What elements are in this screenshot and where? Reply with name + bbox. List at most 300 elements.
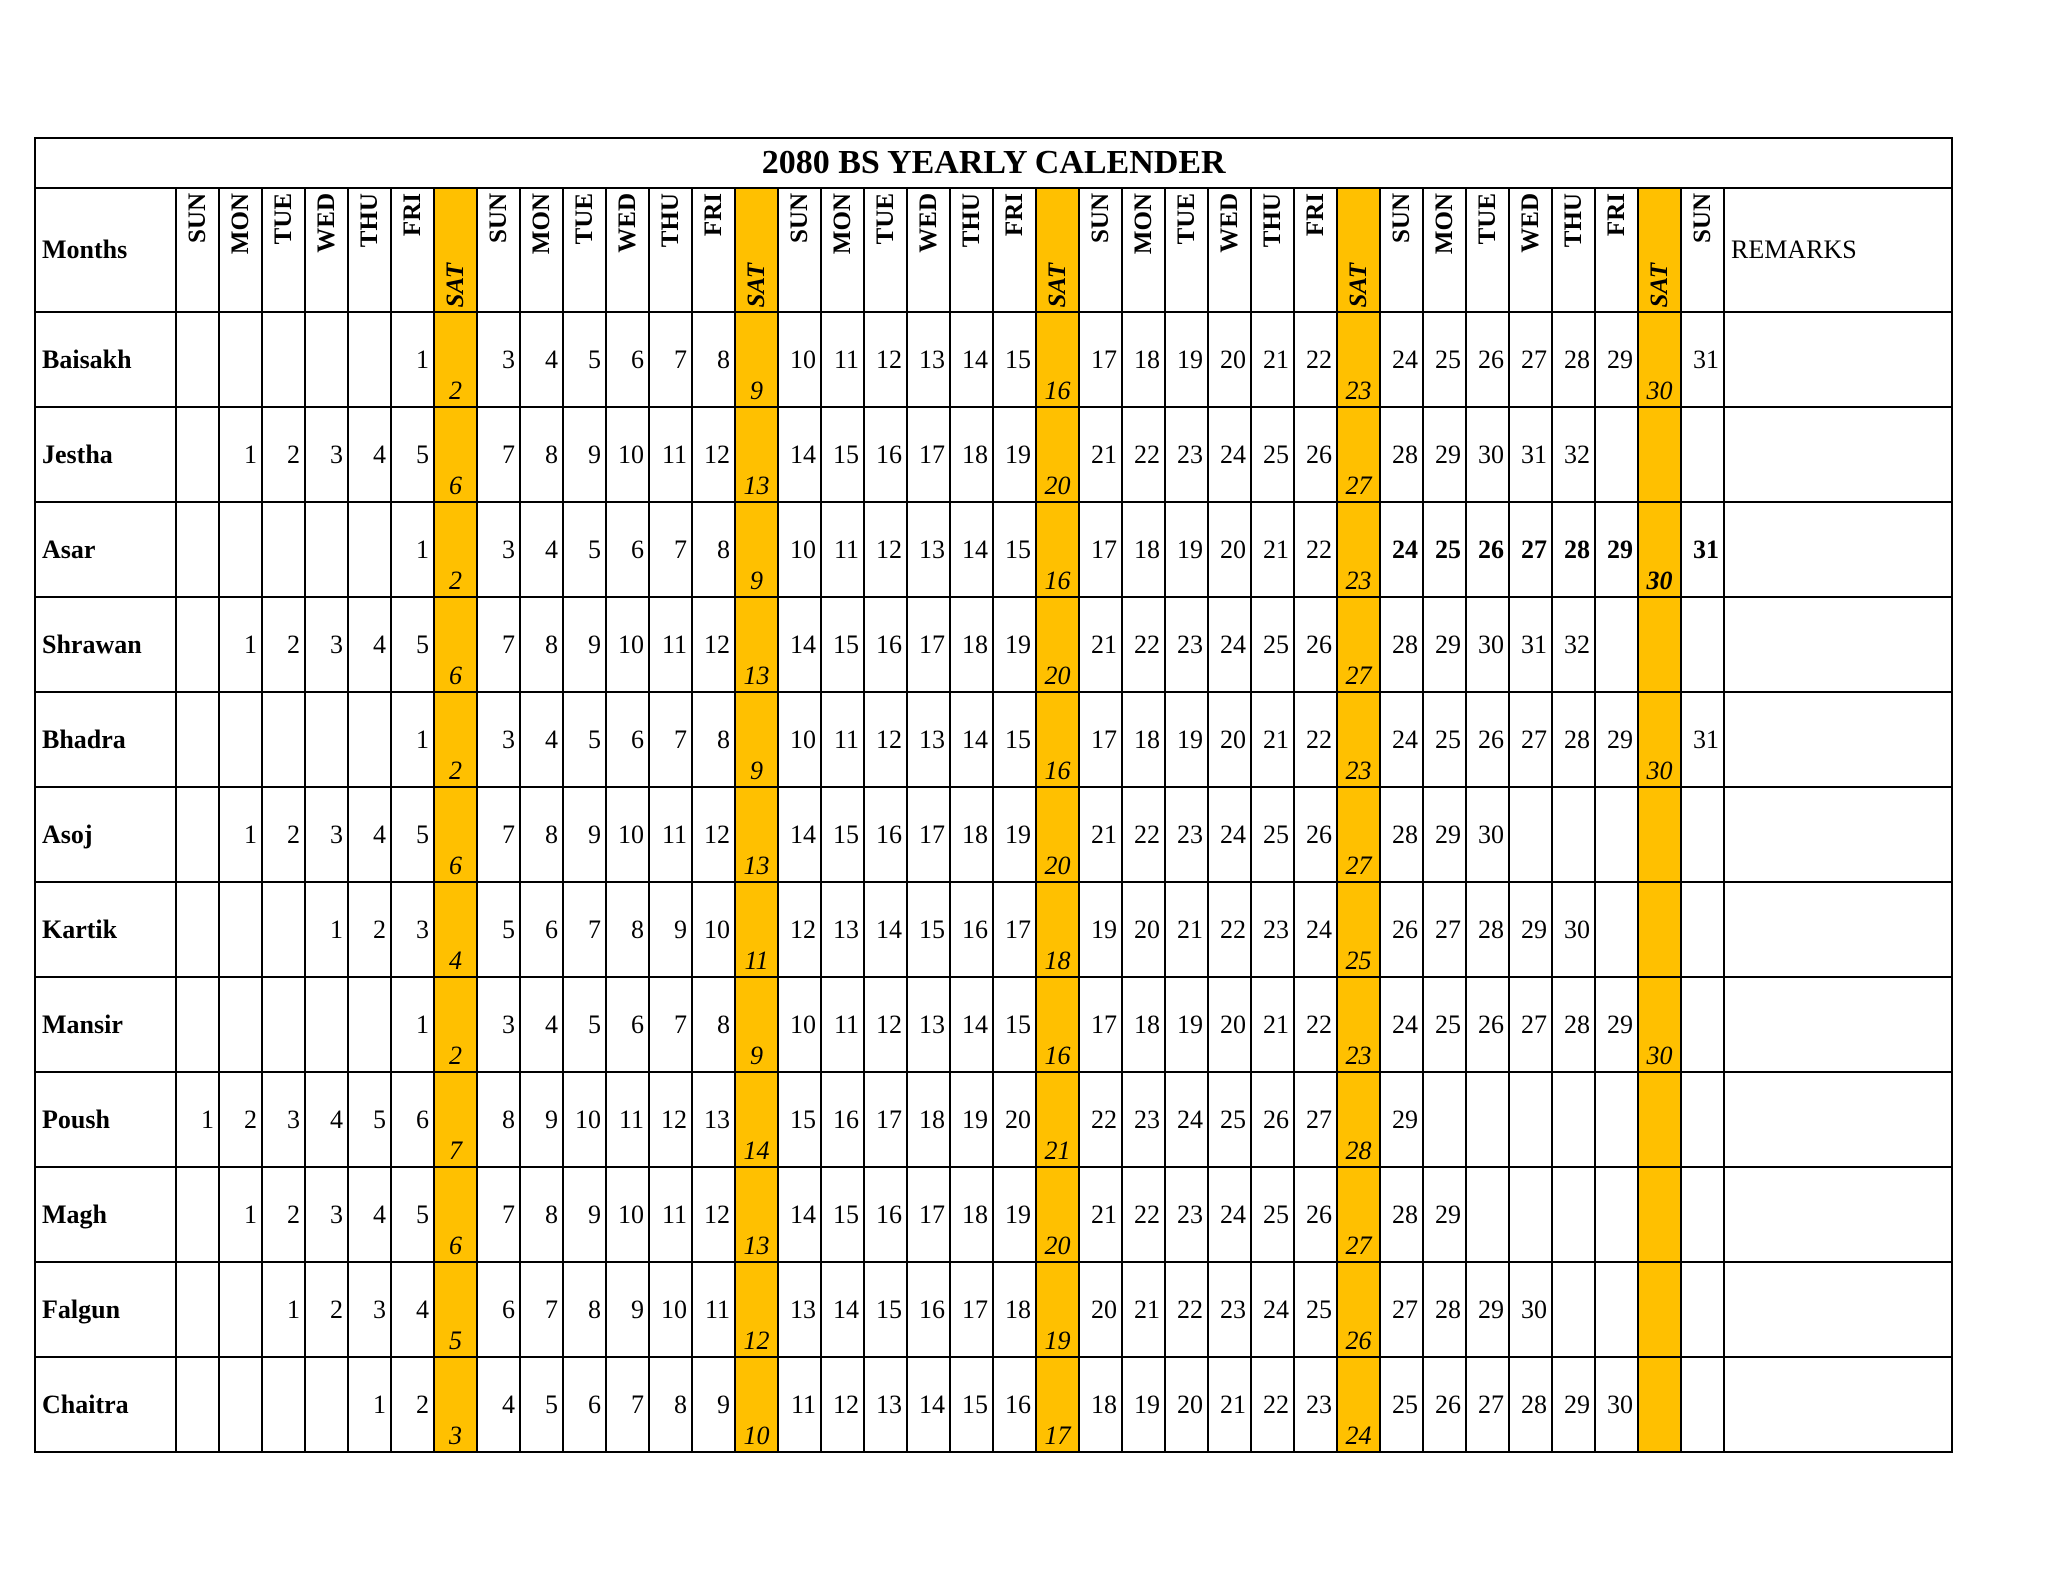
- day-cell[interactable]: 29: [1466, 1262, 1509, 1357]
- day-cell[interactable]: 17: [1079, 692, 1122, 787]
- day-cell[interactable]: [1638, 407, 1681, 502]
- day-cell[interactable]: 10: [778, 692, 821, 787]
- day-cell[interactable]: 11: [821, 692, 864, 787]
- day-cell[interactable]: 18: [950, 1167, 993, 1262]
- day-cell[interactable]: 12: [864, 312, 907, 407]
- day-cell[interactable]: 19: [993, 407, 1036, 502]
- day-cell[interactable]: 13: [907, 692, 950, 787]
- day-cell[interactable]: 19: [1165, 502, 1208, 597]
- day-cell[interactable]: [1552, 1262, 1595, 1357]
- day-cell[interactable]: [176, 1357, 219, 1452]
- day-cell[interactable]: 2: [348, 882, 391, 977]
- day-cell[interactable]: 30: [1595, 1357, 1638, 1452]
- day-cell[interactable]: 21: [1122, 1262, 1165, 1357]
- day-cell[interactable]: 6: [434, 597, 477, 692]
- day-cell[interactable]: 30: [1638, 502, 1681, 597]
- day-cell[interactable]: 17: [907, 407, 950, 502]
- day-cell[interactable]: 18: [950, 597, 993, 692]
- day-cell[interactable]: 18: [1122, 692, 1165, 787]
- day-cell[interactable]: 19: [1036, 1262, 1079, 1357]
- day-cell[interactable]: 28: [1552, 692, 1595, 787]
- day-cell[interactable]: 30: [1466, 407, 1509, 502]
- day-cell[interactable]: 26: [1466, 312, 1509, 407]
- remarks-cell[interactable]: [1724, 787, 1952, 882]
- day-cell[interactable]: 14: [950, 977, 993, 1072]
- day-cell[interactable]: 16: [907, 1262, 950, 1357]
- day-cell[interactable]: 27: [1509, 312, 1552, 407]
- day-cell[interactable]: 1: [219, 787, 262, 882]
- day-cell[interactable]: [1509, 1072, 1552, 1167]
- day-cell[interactable]: 12: [692, 1167, 735, 1262]
- day-cell[interactable]: 31: [1681, 692, 1724, 787]
- day-cell[interactable]: 22: [1251, 1357, 1294, 1452]
- day-cell[interactable]: [262, 1357, 305, 1452]
- day-cell[interactable]: 8: [606, 882, 649, 977]
- day-cell[interactable]: 17: [1079, 977, 1122, 1072]
- day-cell[interactable]: 27: [1466, 1357, 1509, 1452]
- day-cell[interactable]: 21: [1251, 977, 1294, 1072]
- day-cell[interactable]: 10: [606, 407, 649, 502]
- day-cell[interactable]: 7: [520, 1262, 563, 1357]
- day-cell[interactable]: [176, 1167, 219, 1262]
- day-cell[interactable]: 7: [477, 597, 520, 692]
- day-cell[interactable]: 19: [1079, 882, 1122, 977]
- day-cell[interactable]: 21: [1079, 597, 1122, 692]
- day-cell[interactable]: [1681, 787, 1724, 882]
- day-cell[interactable]: 21: [1208, 1357, 1251, 1452]
- day-cell[interactable]: 29: [1380, 1072, 1423, 1167]
- day-cell[interactable]: 8: [692, 977, 735, 1072]
- day-cell[interactable]: 7: [649, 312, 692, 407]
- day-cell[interactable]: [1552, 1072, 1595, 1167]
- day-cell[interactable]: [176, 407, 219, 502]
- day-cell[interactable]: [348, 312, 391, 407]
- day-cell[interactable]: 25: [1251, 597, 1294, 692]
- day-cell[interactable]: 8: [520, 1167, 563, 1262]
- day-cell[interactable]: 15: [993, 977, 1036, 1072]
- day-cell[interactable]: [219, 882, 262, 977]
- day-cell[interactable]: 13: [692, 1072, 735, 1167]
- day-cell[interactable]: 12: [692, 597, 735, 692]
- day-cell[interactable]: 14: [778, 597, 821, 692]
- day-cell[interactable]: [176, 692, 219, 787]
- day-cell[interactable]: 13: [735, 597, 778, 692]
- day-cell[interactable]: 9: [563, 407, 606, 502]
- day-cell[interactable]: 5: [391, 1167, 434, 1262]
- day-cell[interactable]: 12: [821, 1357, 864, 1452]
- day-cell[interactable]: [1638, 787, 1681, 882]
- day-cell[interactable]: 29: [1552, 1357, 1595, 1452]
- day-cell[interactable]: 18: [1122, 312, 1165, 407]
- day-cell[interactable]: 8: [563, 1262, 606, 1357]
- day-cell[interactable]: 24: [1294, 882, 1337, 977]
- day-cell[interactable]: 3: [348, 1262, 391, 1357]
- day-cell[interactable]: 24: [1380, 692, 1423, 787]
- day-cell[interactable]: 6: [391, 1072, 434, 1167]
- day-cell[interactable]: 23: [1165, 597, 1208, 692]
- day-cell[interactable]: [1681, 977, 1724, 1072]
- day-cell[interactable]: 1: [219, 1167, 262, 1262]
- day-cell[interactable]: 10: [606, 597, 649, 692]
- day-cell[interactable]: 23: [1337, 692, 1380, 787]
- day-cell[interactable]: 25: [1251, 407, 1294, 502]
- day-cell[interactable]: 26: [1294, 787, 1337, 882]
- day-cell[interactable]: 19: [993, 787, 1036, 882]
- day-cell[interactable]: 6: [606, 692, 649, 787]
- day-cell[interactable]: 11: [735, 882, 778, 977]
- day-cell[interactable]: 29: [1509, 882, 1552, 977]
- day-cell[interactable]: 5: [391, 597, 434, 692]
- day-cell[interactable]: 22: [1122, 787, 1165, 882]
- day-cell[interactable]: 30: [1638, 312, 1681, 407]
- day-cell[interactable]: 17: [1036, 1357, 1079, 1452]
- day-cell[interactable]: [1595, 597, 1638, 692]
- day-cell[interactable]: 31: [1681, 502, 1724, 597]
- day-cell[interactable]: 16: [864, 597, 907, 692]
- day-cell[interactable]: 24: [1251, 1262, 1294, 1357]
- day-cell[interactable]: 2: [262, 1167, 305, 1262]
- day-cell[interactable]: 21: [1165, 882, 1208, 977]
- day-cell[interactable]: 8: [692, 502, 735, 597]
- remarks-cell[interactable]: [1724, 882, 1952, 977]
- day-cell[interactable]: 10: [606, 1167, 649, 1262]
- remarks-cell[interactable]: [1724, 1262, 1952, 1357]
- day-cell[interactable]: 9: [563, 1167, 606, 1262]
- day-cell[interactable]: 4: [391, 1262, 434, 1357]
- day-cell[interactable]: 16: [1036, 692, 1079, 787]
- day-cell[interactable]: 30: [1466, 787, 1509, 882]
- day-cell[interactable]: 13: [907, 977, 950, 1072]
- day-cell[interactable]: 21: [1079, 787, 1122, 882]
- day-cell[interactable]: 1: [262, 1262, 305, 1357]
- day-cell[interactable]: [262, 882, 305, 977]
- day-cell[interactable]: 23: [1337, 502, 1380, 597]
- day-cell[interactable]: 14: [778, 407, 821, 502]
- day-cell[interactable]: 13: [735, 1167, 778, 1262]
- day-cell[interactable]: 23: [1165, 1167, 1208, 1262]
- day-cell[interactable]: 23: [1294, 1357, 1337, 1452]
- day-cell[interactable]: 24: [1165, 1072, 1208, 1167]
- day-cell[interactable]: 22: [1294, 977, 1337, 1072]
- day-cell[interactable]: 15: [907, 882, 950, 977]
- day-cell[interactable]: 16: [950, 882, 993, 977]
- day-cell[interactable]: [1466, 1072, 1509, 1167]
- day-cell[interactable]: 27: [1380, 1262, 1423, 1357]
- remarks-cell[interactable]: [1724, 977, 1952, 1072]
- day-cell[interactable]: 27: [1509, 502, 1552, 597]
- day-cell[interactable]: 25: [1423, 312, 1466, 407]
- day-cell[interactable]: 27: [1337, 407, 1380, 502]
- day-cell[interactable]: 14: [950, 312, 993, 407]
- day-cell[interactable]: 5: [391, 407, 434, 502]
- day-cell[interactable]: 5: [434, 1262, 477, 1357]
- day-cell[interactable]: 12: [692, 787, 735, 882]
- day-cell[interactable]: 18: [993, 1262, 1036, 1357]
- day-cell[interactable]: 8: [649, 1357, 692, 1452]
- day-cell[interactable]: 12: [649, 1072, 692, 1167]
- day-cell[interactable]: 5: [520, 1357, 563, 1452]
- day-cell[interactable]: 27: [1509, 977, 1552, 1072]
- day-cell[interactable]: 26: [1380, 882, 1423, 977]
- day-cell[interactable]: 5: [563, 312, 606, 407]
- day-cell[interactable]: 1: [219, 597, 262, 692]
- day-cell[interactable]: [219, 1357, 262, 1452]
- day-cell[interactable]: 14: [735, 1072, 778, 1167]
- day-cell[interactable]: [305, 977, 348, 1072]
- day-cell[interactable]: [176, 882, 219, 977]
- day-cell[interactable]: 18: [1122, 502, 1165, 597]
- day-cell[interactable]: 6: [563, 1357, 606, 1452]
- day-cell[interactable]: 28: [1552, 977, 1595, 1072]
- day-cell[interactable]: 28: [1380, 597, 1423, 692]
- day-cell[interactable]: 4: [520, 977, 563, 1072]
- day-cell[interactable]: 28: [1466, 882, 1509, 977]
- day-cell[interactable]: 20: [1208, 977, 1251, 1072]
- day-cell[interactable]: 26: [1466, 977, 1509, 1072]
- day-cell[interactable]: 3: [305, 1167, 348, 1262]
- day-cell[interactable]: 30: [1638, 977, 1681, 1072]
- remarks-cell[interactable]: [1724, 1072, 1952, 1167]
- day-cell[interactable]: 10: [778, 977, 821, 1072]
- day-cell[interactable]: 11: [821, 312, 864, 407]
- day-cell[interactable]: [348, 502, 391, 597]
- day-cell[interactable]: [1595, 1072, 1638, 1167]
- day-cell[interactable]: 3: [434, 1357, 477, 1452]
- day-cell[interactable]: 20: [993, 1072, 1036, 1167]
- day-cell[interactable]: 29: [1595, 312, 1638, 407]
- day-cell[interactable]: 5: [563, 977, 606, 1072]
- day-cell[interactable]: 24: [1208, 407, 1251, 502]
- day-cell[interactable]: [1681, 1072, 1724, 1167]
- day-cell[interactable]: 30: [1509, 1262, 1552, 1357]
- day-cell[interactable]: 6: [606, 977, 649, 1072]
- day-cell[interactable]: 7: [477, 407, 520, 502]
- day-cell[interactable]: [262, 502, 305, 597]
- day-cell[interactable]: [262, 312, 305, 407]
- day-cell[interactable]: 22: [1122, 407, 1165, 502]
- day-cell[interactable]: 5: [348, 1072, 391, 1167]
- day-cell[interactable]: 4: [348, 407, 391, 502]
- day-cell[interactable]: 6: [434, 787, 477, 882]
- day-cell[interactable]: 1: [391, 977, 434, 1072]
- day-cell[interactable]: 28: [1380, 787, 1423, 882]
- day-cell[interactable]: [219, 1262, 262, 1357]
- day-cell[interactable]: 29: [1595, 502, 1638, 597]
- day-cell[interactable]: 15: [821, 787, 864, 882]
- remarks-cell[interactable]: [1724, 502, 1952, 597]
- day-cell[interactable]: 3: [477, 312, 520, 407]
- day-cell[interactable]: [219, 502, 262, 597]
- day-cell[interactable]: 31: [1509, 407, 1552, 502]
- day-cell[interactable]: 11: [692, 1262, 735, 1357]
- day-cell[interactable]: 15: [821, 1167, 864, 1262]
- day-cell[interactable]: 6: [434, 1167, 477, 1262]
- day-cell[interactable]: 7: [477, 787, 520, 882]
- day-cell[interactable]: 3: [262, 1072, 305, 1167]
- day-cell[interactable]: 7: [434, 1072, 477, 1167]
- day-cell[interactable]: 28: [1380, 1167, 1423, 1262]
- day-cell[interactable]: 5: [391, 787, 434, 882]
- day-cell[interactable]: 9: [735, 312, 778, 407]
- day-cell[interactable]: 8: [520, 407, 563, 502]
- day-cell[interactable]: 20: [1208, 502, 1251, 597]
- day-cell[interactable]: 29: [1595, 692, 1638, 787]
- day-cell[interactable]: 29: [1423, 407, 1466, 502]
- day-cell[interactable]: [176, 1262, 219, 1357]
- day-cell[interactable]: [1638, 597, 1681, 692]
- day-cell[interactable]: 22: [1079, 1072, 1122, 1167]
- day-cell[interactable]: 10: [606, 787, 649, 882]
- day-cell[interactable]: 11: [649, 787, 692, 882]
- day-cell[interactable]: 22: [1122, 1167, 1165, 1262]
- day-cell[interactable]: 17: [907, 787, 950, 882]
- day-cell[interactable]: 27: [1423, 882, 1466, 977]
- day-cell[interactable]: 14: [907, 1357, 950, 1452]
- day-cell[interactable]: 26: [1294, 407, 1337, 502]
- day-cell[interactable]: 11: [649, 1167, 692, 1262]
- day-cell[interactable]: 8: [692, 312, 735, 407]
- day-cell[interactable]: 2: [434, 312, 477, 407]
- day-cell[interactable]: 11: [821, 502, 864, 597]
- day-cell[interactable]: 25: [1251, 787, 1294, 882]
- day-cell[interactable]: 27: [1337, 1167, 1380, 1262]
- day-cell[interactable]: 17: [993, 882, 1036, 977]
- day-cell[interactable]: 20: [1079, 1262, 1122, 1357]
- day-cell[interactable]: 4: [520, 692, 563, 787]
- day-cell[interactable]: 32: [1552, 597, 1595, 692]
- day-cell[interactable]: 10: [649, 1262, 692, 1357]
- day-cell[interactable]: 2: [219, 1072, 262, 1167]
- day-cell[interactable]: 13: [778, 1262, 821, 1357]
- day-cell[interactable]: 6: [520, 882, 563, 977]
- day-cell[interactable]: 24: [1337, 1357, 1380, 1452]
- day-cell[interactable]: 12: [692, 407, 735, 502]
- day-cell[interactable]: [176, 312, 219, 407]
- day-cell[interactable]: 25: [1423, 977, 1466, 1072]
- day-cell[interactable]: 24: [1208, 597, 1251, 692]
- day-cell[interactable]: 4: [520, 502, 563, 597]
- day-cell[interactable]: [1681, 882, 1724, 977]
- day-cell[interactable]: 10: [735, 1357, 778, 1452]
- day-cell[interactable]: [219, 312, 262, 407]
- day-cell[interactable]: [305, 312, 348, 407]
- day-cell[interactable]: 21: [1251, 502, 1294, 597]
- remarks-cell[interactable]: [1724, 1357, 1952, 1452]
- day-cell[interactable]: 3: [477, 502, 520, 597]
- day-cell[interactable]: 16: [1036, 312, 1079, 407]
- day-cell[interactable]: 26: [1466, 502, 1509, 597]
- day-cell[interactable]: 20: [1165, 1357, 1208, 1452]
- day-cell[interactable]: 30: [1552, 882, 1595, 977]
- day-cell[interactable]: 28: [1337, 1072, 1380, 1167]
- day-cell[interactable]: [1423, 1072, 1466, 1167]
- day-cell[interactable]: 23: [1251, 882, 1294, 977]
- day-cell[interactable]: 18: [1036, 882, 1079, 977]
- day-cell[interactable]: [1552, 1167, 1595, 1262]
- day-cell[interactable]: 10: [563, 1072, 606, 1167]
- remarks-cell[interactable]: [1724, 692, 1952, 787]
- day-cell[interactable]: 3: [305, 407, 348, 502]
- day-cell[interactable]: 16: [993, 1357, 1036, 1452]
- day-cell[interactable]: 7: [649, 692, 692, 787]
- day-cell[interactable]: 26: [1337, 1262, 1380, 1357]
- day-cell[interactable]: [176, 597, 219, 692]
- day-cell[interactable]: 28: [1423, 1262, 1466, 1357]
- day-cell[interactable]: 24: [1380, 502, 1423, 597]
- day-cell[interactable]: 24: [1380, 977, 1423, 1072]
- day-cell[interactable]: 11: [606, 1072, 649, 1167]
- day-cell[interactable]: 9: [563, 787, 606, 882]
- day-cell[interactable]: 19: [1165, 692, 1208, 787]
- day-cell[interactable]: 23: [1208, 1262, 1251, 1357]
- day-cell[interactable]: 2: [391, 1357, 434, 1452]
- day-cell[interactable]: 23: [1165, 787, 1208, 882]
- day-cell[interactable]: 29: [1423, 597, 1466, 692]
- day-cell[interactable]: 10: [778, 312, 821, 407]
- day-cell[interactable]: [1595, 882, 1638, 977]
- day-cell[interactable]: 27: [1337, 787, 1380, 882]
- day-cell[interactable]: 29: [1423, 787, 1466, 882]
- day-cell[interactable]: 9: [520, 1072, 563, 1167]
- day-cell[interactable]: 21: [1079, 407, 1122, 502]
- day-cell[interactable]: 7: [649, 977, 692, 1072]
- day-cell[interactable]: 6: [434, 407, 477, 502]
- day-cell[interactable]: 26: [1466, 692, 1509, 787]
- day-cell[interactable]: [305, 1357, 348, 1452]
- day-cell[interactable]: 5: [563, 502, 606, 597]
- day-cell[interactable]: 12: [864, 502, 907, 597]
- day-cell[interactable]: 28: [1552, 502, 1595, 597]
- day-cell[interactable]: 18: [1079, 1357, 1122, 1452]
- day-cell[interactable]: 25: [1208, 1072, 1251, 1167]
- day-cell[interactable]: 21: [1251, 312, 1294, 407]
- remarks-cell[interactable]: [1724, 1167, 1952, 1262]
- day-cell[interactable]: [1638, 1262, 1681, 1357]
- day-cell[interactable]: 19: [993, 597, 1036, 692]
- day-cell[interactable]: 7: [649, 502, 692, 597]
- day-cell[interactable]: 14: [950, 692, 993, 787]
- day-cell[interactable]: 7: [563, 882, 606, 977]
- day-cell[interactable]: [348, 977, 391, 1072]
- day-cell[interactable]: 24: [1208, 787, 1251, 882]
- remarks-cell[interactable]: [1724, 312, 1952, 407]
- remarks-cell[interactable]: [1724, 407, 1952, 502]
- day-cell[interactable]: [1509, 787, 1552, 882]
- day-cell[interactable]: 25: [1294, 1262, 1337, 1357]
- day-cell[interactable]: 27: [1337, 597, 1380, 692]
- day-cell[interactable]: [176, 787, 219, 882]
- day-cell[interactable]: 10: [692, 882, 735, 977]
- day-cell[interactable]: 15: [993, 692, 1036, 787]
- day-cell[interactable]: [1595, 407, 1638, 502]
- day-cell[interactable]: 2: [262, 407, 305, 502]
- day-cell[interactable]: 15: [821, 407, 864, 502]
- day-cell[interactable]: 2: [434, 977, 477, 1072]
- day-cell[interactable]: 4: [348, 787, 391, 882]
- day-cell[interactable]: [219, 977, 262, 1072]
- day-cell[interactable]: 1: [305, 882, 348, 977]
- day-cell[interactable]: [1638, 1072, 1681, 1167]
- day-cell[interactable]: 17: [1079, 312, 1122, 407]
- day-cell[interactable]: 6: [477, 1262, 520, 1357]
- day-cell[interactable]: 9: [563, 597, 606, 692]
- day-cell[interactable]: 22: [1165, 1262, 1208, 1357]
- day-cell[interactable]: [1509, 1167, 1552, 1262]
- day-cell[interactable]: [1552, 787, 1595, 882]
- day-cell[interactable]: 7: [477, 1167, 520, 1262]
- day-cell[interactable]: 24: [1208, 1167, 1251, 1262]
- day-cell[interactable]: [1681, 407, 1724, 502]
